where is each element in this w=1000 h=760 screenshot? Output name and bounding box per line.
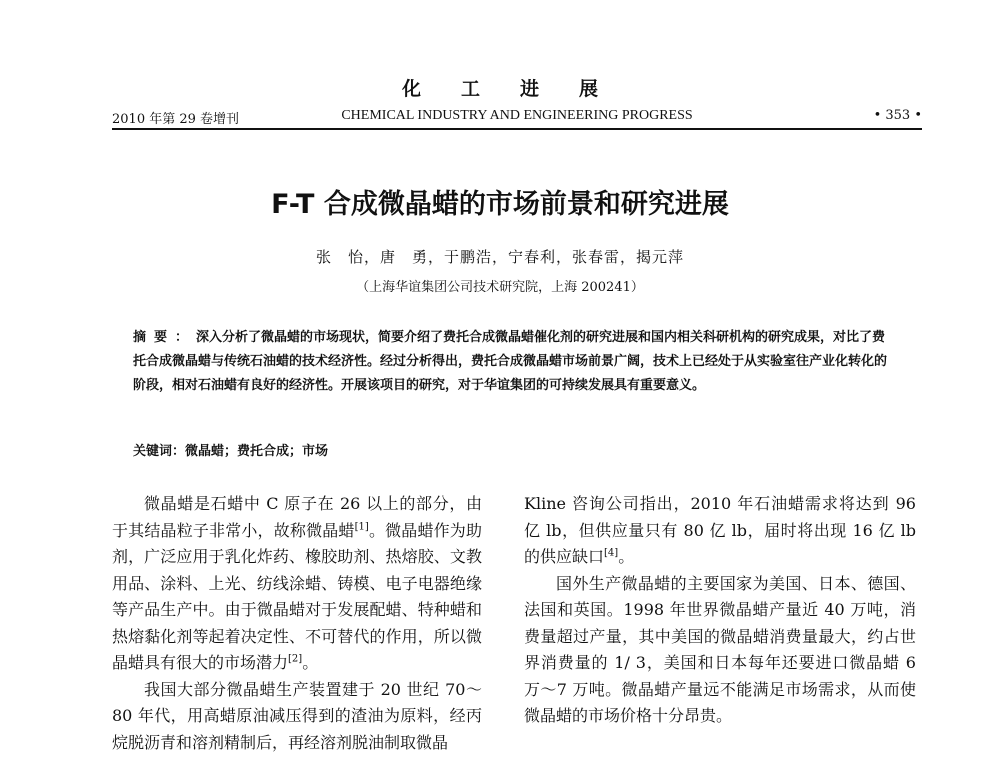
text-run: 。	[302, 653, 319, 672]
paragraph	[524, 491, 916, 571]
paragraph	[112, 491, 482, 677]
journal-english-title: CHEMICAL INDUSTRY AND ENGINEERING PROGRESS	[341, 108, 693, 123]
text-run: 。	[618, 547, 635, 566]
text-run: 微晶蜡是石蜡中 C 原子在 26 以上的部分，由于其结晶粒子非常小，故称微晶蜡	[112, 494, 482, 540]
keywords-text: 微晶蜡；费托合成；市场	[185, 444, 329, 459]
keywords	[133, 440, 893, 459]
authors: 张 怡，唐 勇，于鹏浩，宁春利，张春雷，揭元萍	[315, 248, 684, 266]
keywords-label: 关键词：	[133, 444, 186, 459]
citation: [1]	[354, 521, 369, 533]
journal-title: 化工进展	[401, 78, 638, 100]
text-run: Kline 咨询公司指出，2010 年石油蜡需求将达到 96 亿 lb，但供应量只有 80 亿 lb，届时将出现 16 亿 lb 的供应缺口	[524, 494, 916, 566]
article-title: F-T 合成微晶蜡的市场前景和研究进展	[271, 189, 729, 220]
body-column-left	[112, 491, 482, 756]
citation: [2]	[288, 653, 303, 665]
citation: [4]	[604, 547, 619, 559]
abstract-label: 摘要：	[133, 330, 197, 345]
body-column-right	[524, 491, 916, 730]
running-header	[112, 106, 922, 130]
paragraph: 我国大部分微晶蜡生产装置建于 20 世纪 70～80 年代，用高蜡原油减压得到的渣油为原料，经丙烷脱沥青和溶剂精制后，再经溶剂脱油制取微晶	[112, 679, 482, 752]
page-number: • 353 •	[873, 108, 922, 123]
issue-info: 2010 年第 29 卷增刊	[112, 112, 240, 127]
abstract	[133, 326, 893, 398]
text-run: 。微晶蜡作为助剂，广泛应用于乳化炸药、橡胶助剂、热熔胶、文教用品、涂料、上光、纺线涂蜡、铸模、电子电器绝缘等产品生产中。由于微晶蜡对于发展配蜡、特种蜡和热熔黏化剂等起着决定性、不可替代的作用，所以微晶蜡具有很大的市场潜力	[112, 520, 482, 672]
abstract-text: 深入分析了微晶蜡的市场现状，简要介绍了费托合成微晶蜡催化剂的研究进展和国内相关科研机构的研究成果，对比了费托合成微晶蜡与传统石油蜡的技术经济性。经过分析得出，费托合成微晶蜡市场前景广阔，技术上已经处于从实验室往产业化转化的阶段，相对石油蜡有良好的经济性。开展该项目的研究，对于华谊集团的可持续发展具有重要意义。	[133, 330, 888, 393]
paragraph: 国外生产微晶蜡的主要国家为美国、日本、德国、法国和英国。1998 年世界微晶蜡产量近 40 万吨，消费量超过产量，其中美国的微晶蜡消费量最大，约占世界消费量的 1/ 3，美国和日本每年还要进口微晶蜡 6 万～7 万吨。微晶蜡产量远不能满足市场需求，从而使微晶蜡的市场价格十分昂贵。	[524, 573, 916, 725]
affiliation: （上海华谊集团公司技术研究院，上海 200241）	[356, 280, 644, 295]
